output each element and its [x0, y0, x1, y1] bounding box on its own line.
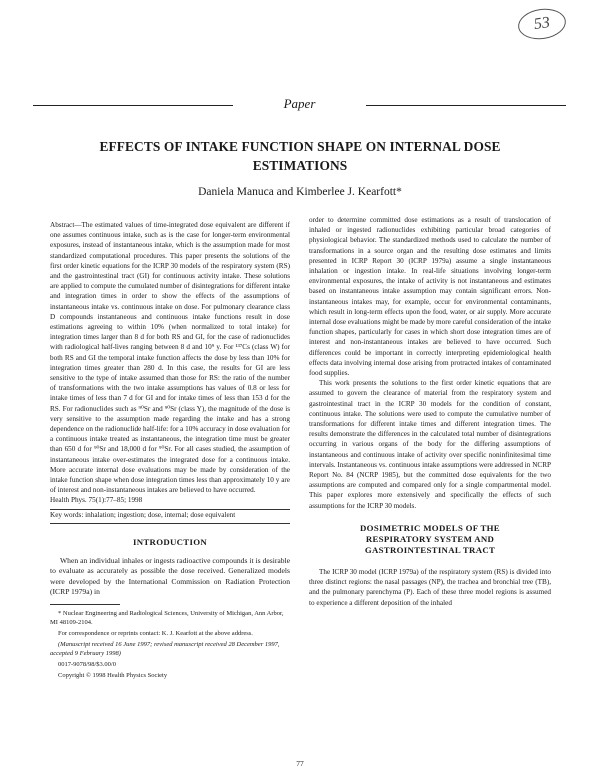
intro-continued-paragraph: order to determine committed dose estimations as a result of translocation of inhaled or ingested radionuclides exhibiting particular broad categories of physiological behavior. The standardized methods used to calculate the number of transformations in a source organ and the resulting dose estimates and limits presented in ICRP Report 30 (ICRP 1979a) assume a single instantaneous inhalation or ingestion intake. In real-life situations involving longer-term environmental exposures, the intake of activity is not instantaneous and estimates based on instantaneous intake assumption may contain significant errors. Non-instantaneous intakes may, for example, occur for environmental contaminants, which result in long-term effects upon the food, water, or air supply. More accurate internal dose evaluations might be made by more careful consideration of the intake function shapes, particularly for cases in which short dose integration times are of interest and non-instantaneous intakes are believed to have occurred. Such differences could be important in correctly interpreting epidemiological health effects data involving internal dose arising from protracted intakes of contaminated food supplies.	[309, 216, 551, 378]
dosimetric-models-heading	[309, 523, 551, 556]
keywords-rule-bottom	[50, 523, 290, 524]
footnotes	[50, 604, 290, 680]
header-rule-left	[33, 105, 233, 106]
left-column	[50, 220, 290, 682]
footnote-rule	[50, 604, 120, 605]
citation: Health Phys. 75(1):77–85; 1998	[50, 496, 143, 505]
footnote-affiliation: * Nuclear Engineering and Radiological Sciences, University of Michigan, Ann Arbor, MI 48109-2104.	[50, 609, 284, 626]
introduction-heading: INTRODUCTION	[133, 536, 207, 547]
right-column	[309, 215, 551, 608]
footnote-correspondence: For correspondence or reprints contact: K. J. Kearfott at the above address.	[58, 629, 253, 637]
introduction-section	[50, 556, 290, 598]
author-line: Daniela Manuca and Kimberlee J. Kearfott*	[198, 186, 402, 198]
footnote-issn: 0017-9078/98/$3.00/0	[58, 660, 116, 668]
keywords: Key words: inhalation; ingestion; dose, internal; dose equivalent	[50, 510, 236, 519]
this-work-paragraph: This work presents the solutions to the first order kinetic equations that are assumed to govern the clearance of material from the respiratory system and gastrointestinal tract in the ICRP 30 models for the condition of constant, continuous intake. The solutions were used to compute the cumulative number of transformations for different intake times and different integration times. The results demonstrate the differences in the calculated total number of disintegrations occurring in various organs of the body for the differing assumptions of instantaneous and continuous intake of activity over specific noninfinitesimal time intervals. Instantaneous vs. continuous intake assumptions were addressed in NCRP Report No. 84 (NCRP 1985), but the committed dose equivalents for the two assumptions are computed and compared only for a single compartmental model. This paper explores more extensively and specifically the effects of such assumptions for the ICRP 30 models.	[309, 379, 551, 510]
section-label: Paper	[283, 96, 316, 111]
dosimetric-heading-line-2: RESPIRATORY SYSTEM AND	[365, 533, 495, 544]
handwritten-page-stamp	[516, 6, 568, 42]
footnote-copyright: Copyright © 1998 Health Physics Society	[58, 671, 168, 679]
abstract-text: Abstract—The estimated values of time-integrated dose equivalent are different if one assumes continuous intake, such as is the case for longer-term environmental exposures, instead of instantaneous intake, which is the assumption made for most standardized computational procedures. This paper presents the solutions of the first order kinetic equations for the ICRP 30 models of the respiratory system (RS) and the gastrointestinal tract (GI) for continuous activity intake. These solutions are applied to compute the cumulated number of disintegrations for different intake and integration times in order to show the effects of the assumptions of instantaneous intake vs. continuous intake on dose. For pulmonary clearance class D compounds instantaneous and continuous intake functions result in dose estimations agreeing to within 10% (when normalized to total intake) for integration times larger than 8 d for both RS and GI, for the case of radionuclides with radiological half-lives ranging between 8 d and 10⁹ y. For ¹³⁷Cs (class W) for both RS and GI the temporal intake function affects the dose by less than 10% for integration times greater than 280 d. In this case, the results for GI are less sensitive to the type of intake assumed than those for RS: the ratio of the number of transformations with the two intake assumptions has values of 0.8 or less for intake times of less than 7 d for GI and for intake times of less than 153 d for the RS. For radionuclides such as ⁹⁰Sr and ⁹⁰Sr (class Y), the magnitude of the dose is very sensitive to the assumption made regarding the intake and has a strong dependence on the radionuclide half-life: for a 10% accuracy in dose evaluation for a continuous intake treated as instantaneous, the integration time must be greater than 650 d for ⁹⁰Sr and 18,000 d for ⁹⁰Sr. For all cases studied, the assumption of instantaneous intake over-estimates the integrated dose for a continuous intake. More accurate internal dose evaluations may be made by consideration of the intake function shape when dose integration times less than approximately 10 y are of interest and non-instantaneous intakes are believed to have occurred.	[50, 221, 290, 495]
title-line-1: EFFECTS OF INTAKE FUNCTION SHAPE ON INTERNAL DOSE	[99, 139, 501, 154]
section-header-bar	[33, 96, 566, 111]
header-rule-right	[366, 105, 566, 106]
dosimetric-heading-line-3: GASTROINTESTINAL TRACT	[364, 544, 496, 555]
article-title	[60, 137, 540, 175]
title-line-2: ESTIMATIONS	[252, 158, 348, 173]
stamp-number: 53	[532, 13, 552, 34]
introduction-text: When an individual inhales or ingests radioactive compounds it is desirable to evaluate as accurately as possible the dose received. Generalized models were developed by the International Commission on Radiation Protection (ICRP 1979a) in	[50, 555, 290, 597]
footnote-manuscript-dates: (Manuscript received 16 June 1997; revised manuscript received 28 December 1997, accepted 9 February 1998)	[50, 640, 280, 657]
dosimetric-models-text: The ICRP 30 model (ICRP 1979a) of the respiratory system (RS) is divided into three distinct regions: the nasal passages (NP), the trachea and bronchial tree (TB), and the pulmonary parenchyma (P). Each of these three model regions is assumed to experience a different deposition of the inhaled	[309, 567, 551, 607]
dosimetric-heading-line-1: DOSIMETRIC MODELS OF THE	[360, 522, 500, 533]
page-number: 77	[296, 759, 304, 768]
